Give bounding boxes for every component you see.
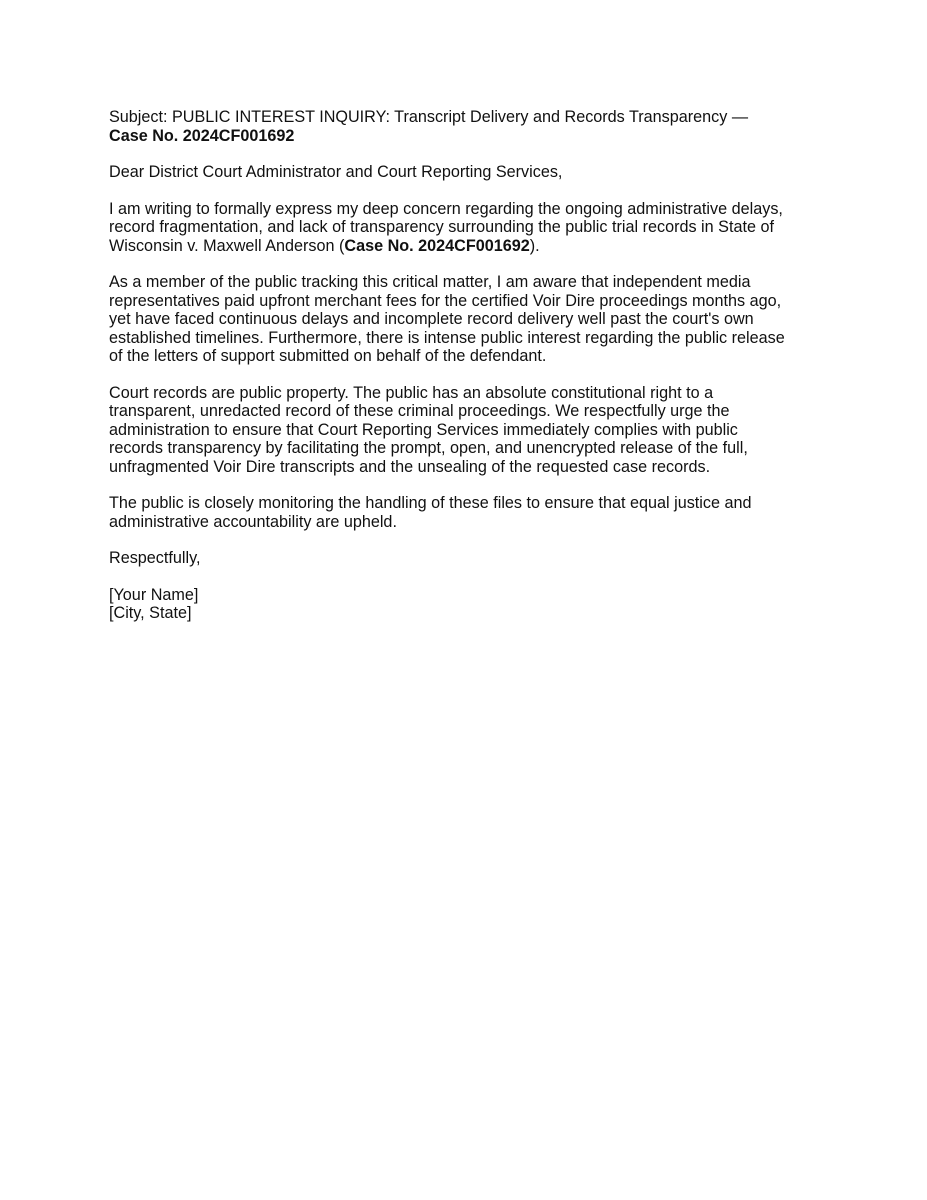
paragraph-monitoring	[109, 494, 824, 531]
paragraph-text: Wisconsin v. Maxwell Anderson (	[109, 236, 345, 255]
paragraph-line	[109, 237, 824, 256]
paragraph-line: yet have faced continuous delays and incomplete record delivery well past the court's own	[109, 310, 754, 328]
paragraph-line: established timelines. Furthermore, there is intense public interest regarding the public release	[109, 328, 785, 347]
paragraph-line: of the letters of support submitted on behalf of the defendant.	[109, 347, 547, 365]
closing	[109, 549, 824, 568]
signature-name: [Your Name]	[109, 585, 199, 604]
subject-paragraph	[109, 108, 824, 145]
paragraph-line: Court records are public property. The public has an absolute constitutional right to a	[109, 383, 714, 402]
paragraph-public-property	[109, 384, 824, 477]
paragraph-line: administrative accountability are upheld.	[109, 512, 397, 531]
paragraph-line: As a member of the public tracking this critical matter, I am aware that independent media	[109, 273, 751, 291]
paragraph-line: unfragmented Voir Dire transcripts and the unsealing of the requested case records.	[109, 457, 711, 476]
paragraph-concern	[109, 200, 824, 256]
paragraph-line: transparent, unredacted record of these criminal proceedings. We respectfully urge the	[109, 402, 730, 420]
paragraph-line: record fragmentation, and lack of transparency surrounding the public trial records in State of	[109, 218, 774, 236]
paragraph-line: representatives paid upfront merchant fees for the certified Voir Dire proceedings months ago,	[109, 291, 782, 310]
signature-block	[109, 586, 824, 623]
paragraph-text: ).	[529, 236, 540, 255]
signature-location: [City, State]	[109, 604, 192, 622]
paragraph-line: records transparency by facilitating the prompt, open, and unencrypted release of the full,	[109, 439, 748, 457]
subject-case-number: Case No. 2024CF001692	[109, 126, 295, 145]
inline-case-number: Case No. 2024CF001692	[344, 236, 530, 255]
letter-body	[109, 108, 824, 641]
closing-text: Respectfully,	[109, 549, 201, 567]
paragraph-line: I am writing to formally express my deep concern regarding the ongoing administrative delays,	[109, 199, 783, 218]
paragraph-line: administration to ensure that Court Reporting Services immediately complies with public	[109, 420, 738, 439]
salutation	[109, 163, 824, 182]
salutation-text: Dear District Court Administrator and Court Reporting Services,	[109, 163, 563, 181]
subject-line: Subject: PUBLIC INTEREST INQUIRY: Transcript Delivery and Records Transparency —	[109, 108, 749, 126]
paragraph-line: The public is closely monitoring the handling of these files to ensure that equal justice and	[109, 494, 752, 512]
paragraph-public-tracking	[109, 273, 824, 366]
